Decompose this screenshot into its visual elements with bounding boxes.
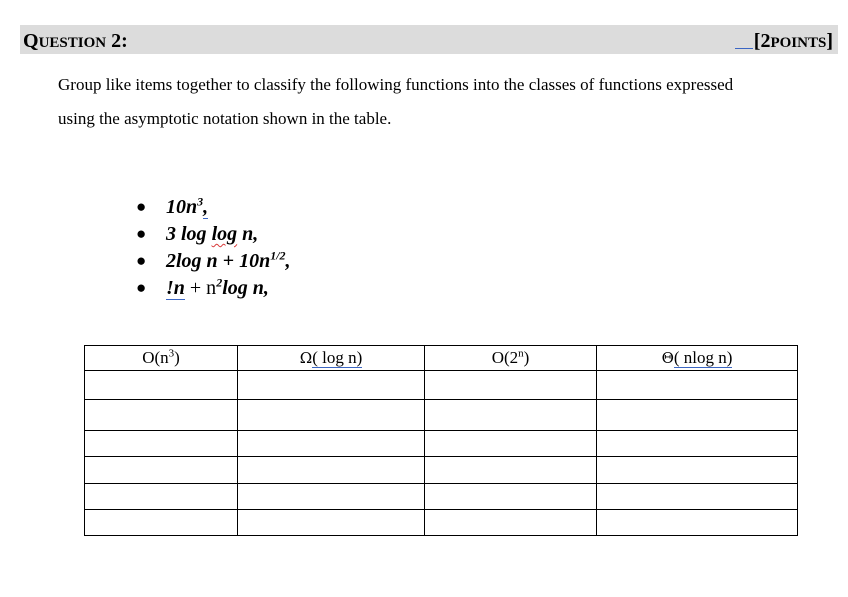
table-cell[interactable] xyxy=(238,484,425,510)
function-item-1: ● $10n^3$, xyxy=(136,194,209,218)
function-item-2: ● 3 log log n, xyxy=(136,223,259,245)
table-cell[interactable] xyxy=(85,431,238,457)
table-row xyxy=(85,400,798,431)
table-row xyxy=(85,510,798,536)
table-cell[interactable] xyxy=(85,484,238,510)
table-cell[interactable] xyxy=(597,371,798,400)
bullet-icon: ● xyxy=(136,251,147,270)
table-cell[interactable] xyxy=(425,431,597,457)
table-cell[interactable] xyxy=(85,457,238,484)
table-cell[interactable] xyxy=(238,457,425,484)
table-row xyxy=(85,484,798,510)
table-cell[interactable] xyxy=(238,400,425,431)
table-cell[interactable] xyxy=(425,457,597,484)
bullet-icon: ● xyxy=(136,278,147,297)
instruction-line-2: using the asymptotic notation shown in the table. xyxy=(58,109,392,128)
classification-table xyxy=(84,345,798,536)
table-row xyxy=(85,457,798,484)
bullet-icon: ● xyxy=(136,197,147,216)
table-cell[interactable] xyxy=(85,510,238,536)
header-big-o-2n: O(2$^n$) xyxy=(425,346,597,371)
table-cell[interactable] xyxy=(597,457,798,484)
table-cell[interactable] xyxy=(425,400,597,431)
table-header-row xyxy=(85,346,798,371)
question-title: QUESTION 2: xyxy=(23,30,128,52)
table-cell[interactable] xyxy=(425,484,597,510)
table-cell[interactable] xyxy=(85,371,238,400)
table-cell[interactable] xyxy=(425,510,597,536)
table-cell[interactable] xyxy=(597,431,798,457)
table-cell[interactable] xyxy=(238,510,425,536)
instruction-line-1: Group like items together to classify the following functions into the classes of functions expressed xyxy=(58,75,734,94)
table-row xyxy=(85,371,798,400)
function-item-3: ● 2log $n + 10n^{1/2}$, xyxy=(136,248,291,272)
table-cell[interactable] xyxy=(597,484,798,510)
table-cell[interactable] xyxy=(85,400,238,431)
table-cell[interactable] xyxy=(425,371,597,400)
header-omega-log-n: Ω( log n) xyxy=(238,346,425,371)
question-header-bar xyxy=(20,25,838,54)
table-cell[interactable] xyxy=(238,371,425,400)
table-cell[interactable] xyxy=(238,431,425,457)
header-big-o-n3: $O(n^3)$ xyxy=(85,346,238,371)
table-cell[interactable] xyxy=(597,510,798,536)
header-theta-nlog-n: Θ( nlog n) xyxy=(597,346,798,371)
question-points: [2POINTS] xyxy=(735,28,833,56)
bullet-icon: ● xyxy=(136,224,147,243)
function-item-4: ● $!n + n^2\log$ n, xyxy=(136,275,269,299)
table-cell[interactable] xyxy=(597,400,798,431)
table-row xyxy=(85,431,798,457)
function-list xyxy=(136,195,291,303)
